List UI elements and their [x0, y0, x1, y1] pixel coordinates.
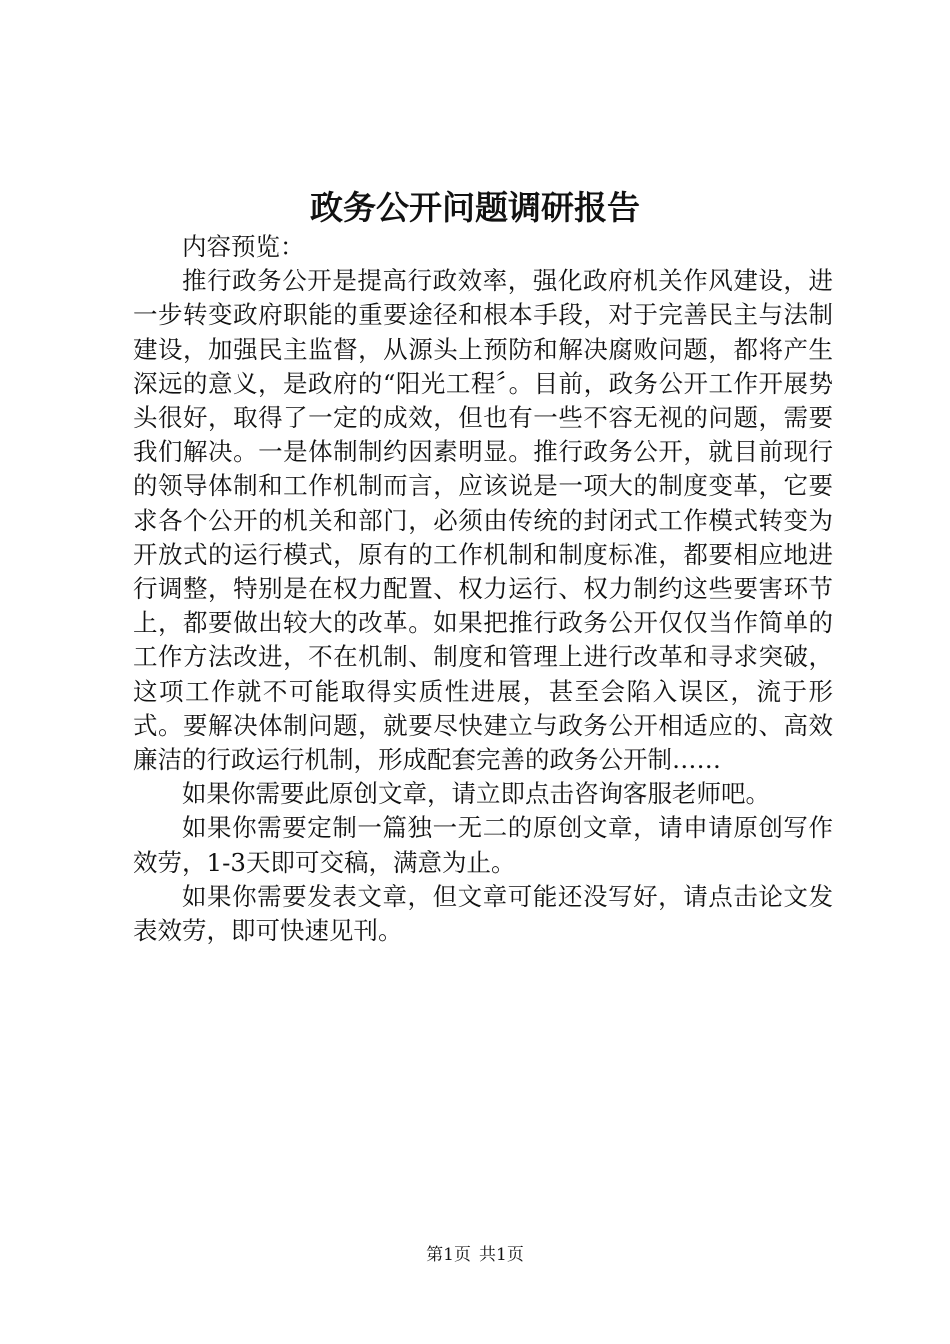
document-body: [133, 230, 833, 948]
page-number: 第1页: [426, 1245, 471, 1265]
page-footer: [0, 1243, 950, 1267]
body-paragraph-custom: 如果你需要定制一篇独一无二的原创文章，请申请原创写作效劳，1-3天即可交稿，满意为止。: [133, 813, 833, 877]
body-paragraph-main: 推行政务公开是提高行政效率，强化政府机关作风建设，进一步转变政府职能的重要途径和根本手段，对于完善民主与法制建设，加强民主监督，从源头上预防和解决腐败问题，都将产生深远的意义，是政府的“阳光工程〞。目前，政务公开工作开展势头很好，取得了一定的成效，但也有一些不容无视的问题，需要我们解决。一是体制制约因素明显。推行政务公开，就目前现行的领导体制和工作机制而言，应该说是一项大的制度变革，它要求各个公开的机关和部门，必须由传统的封闭式工作模式转变为开放式的运行模式，原有的工作机制和制度标准，都要相应地进行调整，特别是在权力配置、权力运行、权力制约这些要害环节上，都要做出较大的改革。如果把推行政务公开仅仅当作简单的工作方法改进，不在机制、制度和管理上进行改革和寻求突破，这项工作就不可能取得实质性进展，甚至会陷入误区，流于形式。要解决体制问题，就要尽快建立与政务公开相适应的、高效廉洁的行政运行机制，形成配套完善的政务公开制……: [133, 266, 833, 775]
document-title: 政务公开问题调研报告: [310, 188, 640, 227]
body-paragraph-publish: 如果你需要发表文章，但文章可能还没写好，请点击论文发表效劳，即可快速见刊。: [133, 881, 833, 946]
body-paragraph-consult: 如果你需要此原创文章，请立即点击咨询客服老师吧。: [182, 779, 770, 809]
preview-label: 内容预览：: [182, 232, 305, 261]
page-total: 共1页: [479, 1245, 524, 1265]
